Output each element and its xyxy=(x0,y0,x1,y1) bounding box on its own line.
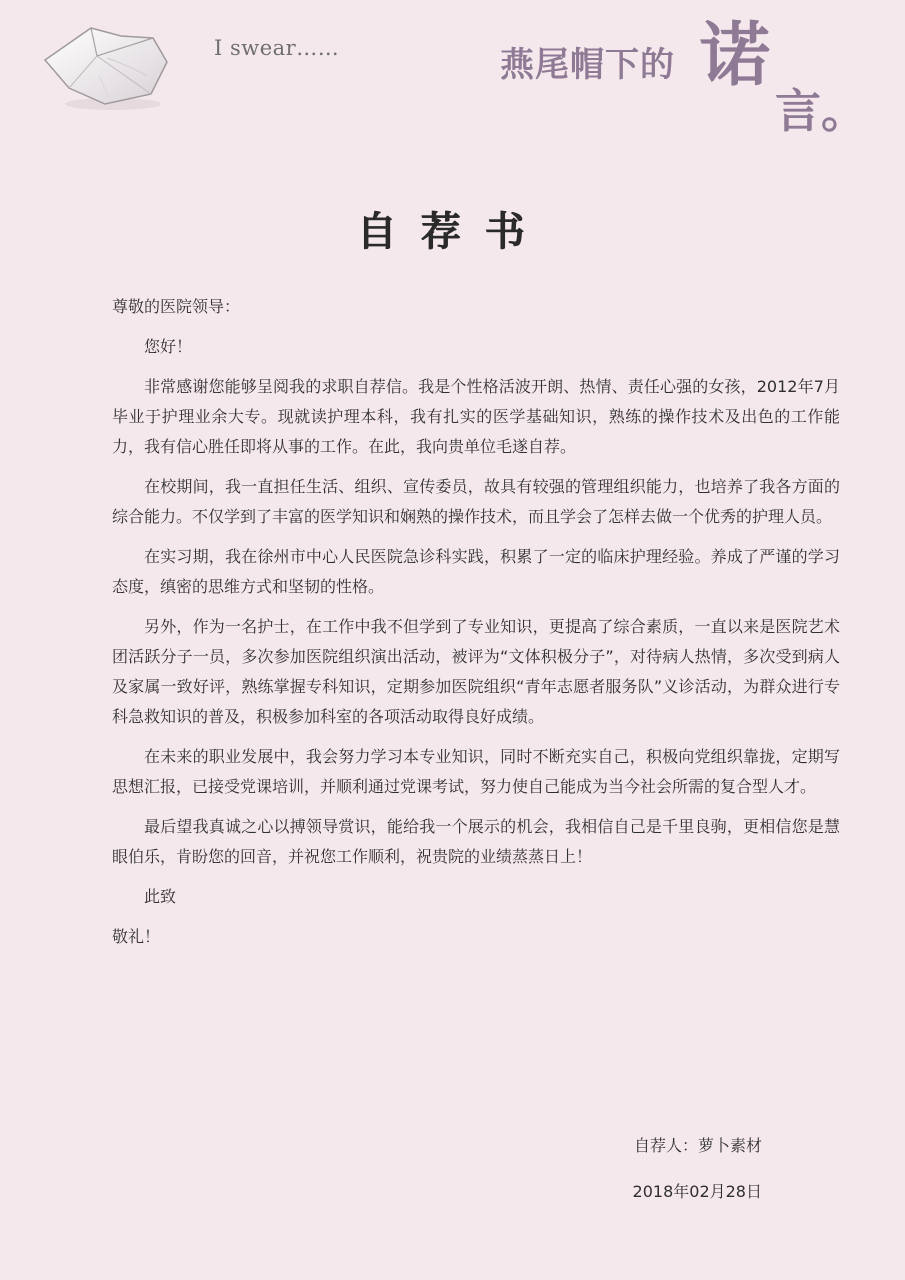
paragraph-4: 另外，作为一名护士，在工作中我不但学到了专业知识，更提高了综合素质，一直以来是医院艺术团活跃分子一员，多次参加医院组织演出活动，被评为“文体积极分子”，对待病人热情，多次受到病人及家属一致好评，熟练掌握专科知识，定期参加医院组织“青年志愿者服务队”义诊活动，为群众进行专科急救知识的普及，积极参加科室的各项活动取得良好成绩。 xyxy=(112,617,840,726)
header-title-main: 燕尾帽下的 xyxy=(500,45,675,85)
letter-body xyxy=(112,292,840,962)
closing-line-2: 敬礼！ xyxy=(112,927,161,946)
header xyxy=(0,0,905,150)
header-title-big-character: 诺 xyxy=(700,13,770,96)
closing-line-1: 此致 xyxy=(144,887,177,906)
paragraph-2: 在校期间，我一直担任生活、组织、宣传委员，故具有较强的管理组织能力，也培养了我各方面的综合能力。不仅学到了丰富的医学知识和娴熟的操作技术，而且学会了怎样去做一个优秀的护理人员。 xyxy=(112,477,840,526)
paragraph-5: 在未来的职业发展中，我会努力学习本专业知识，同时不断充实自己，积极向党组织靠拢，定期写思想汇报，已接受党课培训，并顺利通过党课考试，努力使自己能成为当今社会所需的复合型人才。 xyxy=(112,747,840,796)
signature: 自荐人：萝卜素材 xyxy=(633,1136,762,1155)
date: 2018年02月28日 xyxy=(632,1182,762,1201)
paragraph-1: 非常感谢您能够呈阅我的求职自荐信。我是个性格活波开朗、热情、责任心强的女孩，2012年7月毕业于护理业余大专。现就读护理本科，我有扎实的医学基础知识，熟练的操作技术及出色的工作能力，我有信心胜任即将从事的工作。在此，我向贵单位毛遂自荐。 xyxy=(112,377,840,456)
signature-block xyxy=(512,1131,762,1207)
nurse-cap-icon xyxy=(35,18,180,118)
header-tagline: I swear…… xyxy=(214,36,340,60)
paragraph-3: 在实习期，我在徐州市中心人民医院急诊科实践，积累了一定的临床护理经验。养成了严谨的学习态度，缜密的思维方式和坚韧的性格。 xyxy=(112,547,840,596)
greeting: 您好！ xyxy=(144,337,193,356)
salutation: 尊敬的医院领导： xyxy=(112,297,241,316)
paragraph-6: 最后望我真诚之心以搏领导赏识，能给我一个展示的机会，我相信自己是千里良驹，更相信您是慧眼伯乐，肯盼您的回音，并祝您工作顺利，祝贵院的业绩蒸蒸日上！ xyxy=(112,817,840,866)
header-title-small-character: 言。 xyxy=(775,84,867,138)
document-title: 自荐书 xyxy=(356,208,549,255)
